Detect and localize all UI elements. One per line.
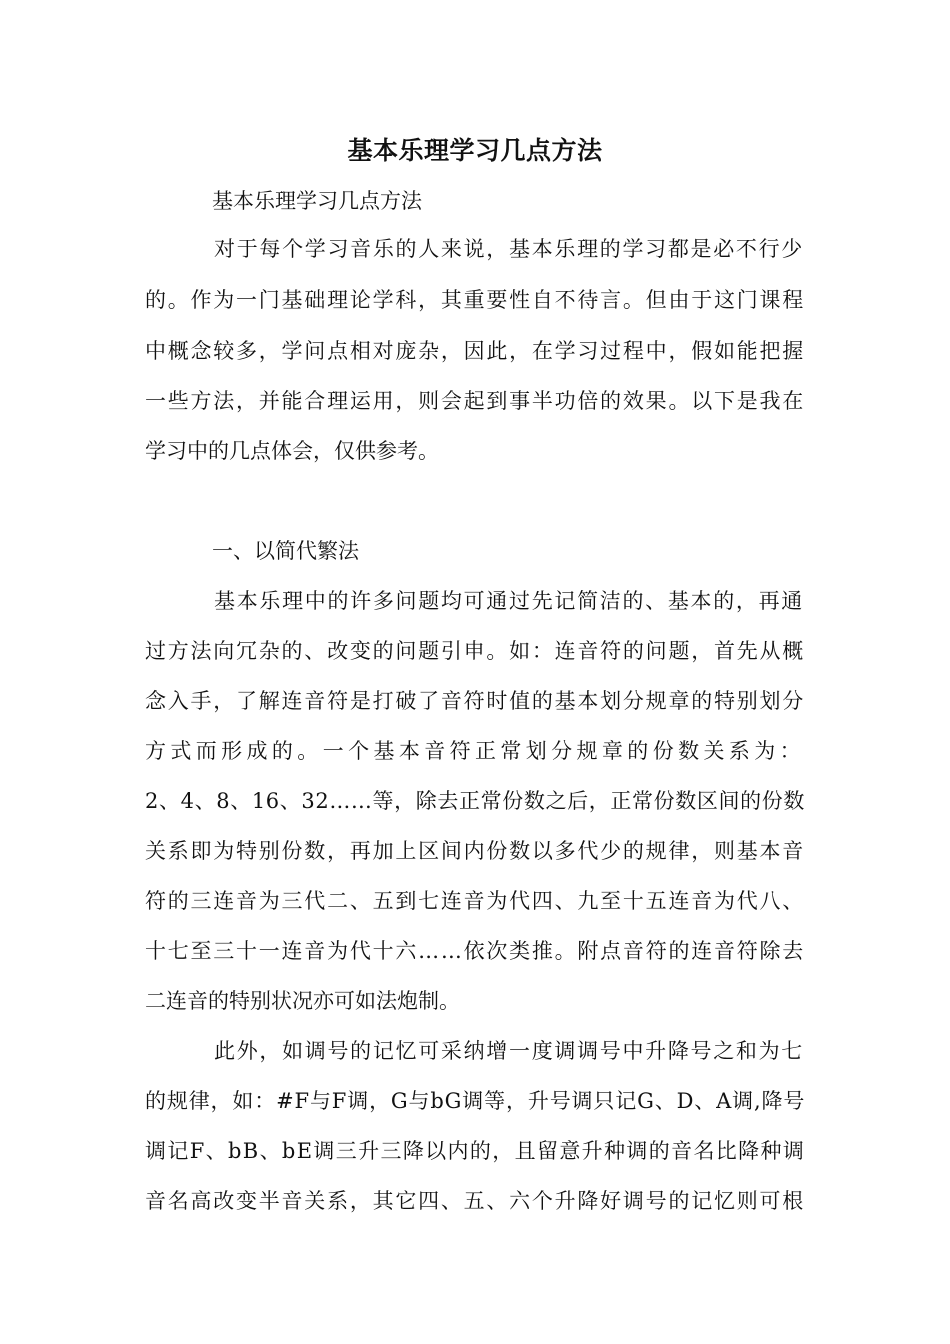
paragraph-line: 的规律，如：#F与F调，G与bG调等，升号调只记G、D、A调,降号: [145, 1089, 806, 1113]
paragraph-line: 二连音的特别状况亦可如法炮制。: [145, 989, 460, 1013]
paragraph-line: 关系即为特别份数，再加上区间内份数以多代少的规律，则基本音: [145, 839, 805, 863]
section-heading: 一、以简代繁法: [212, 539, 359, 563]
paragraph-line: 念入手，了解连音符是打破了音符时值的基本划分规章的特别划分: [145, 689, 805, 713]
paragraph-line: 基本乐理中的许多问题均可通过先记简洁的、基本的，再通: [214, 589, 804, 613]
paragraph-line: 此外，如调号的记忆可采纳增一度调调号中升降号之和为七: [214, 1039, 804, 1063]
paragraph-line: 中概念较多，学问点相对庞杂，因此，在学习过程中，假如能把握: [145, 339, 805, 363]
paragraph-line: 十七至三十一连音为代十六……依次类推。附点音符的连音符除去: [145, 939, 805, 963]
paragraph-line: 对于每个学习音乐的人来说，基本乐理的学习都是必不行少: [214, 237, 804, 261]
paragraph-line: 2、4、8、16、32……等，除去正常份数之后，正常份数区间的份数: [145, 789, 805, 813]
paragraph-line: 音名高改变半音关系，其它四、五、六个升降好调号的记忆则可根: [145, 1189, 805, 1213]
paragraph-line: 过方法向冗杂的、改变的问题引申。如：连音符的问题，首先从概: [145, 639, 805, 663]
paragraph-line: 符的三连音为三代二、五到七连音为代四、九至十五连音为代八、: [145, 889, 805, 913]
paragraph-line: 学习中的几点体会，仅供参考。: [145, 439, 439, 463]
paragraph-line: 一些方法，并能合理运用，则会起到事半功倍的效果。以下是我在: [145, 389, 805, 413]
document-subtitle: 基本乐理学习几点方法: [212, 189, 422, 213]
paragraph-line: 调记F、bB、bE调三升三降以内的，且留意升种调的音名比降种调: [145, 1139, 806, 1163]
paragraph-line: 的。作为一门基础理论学科，其重要性自不待言。但由于这门课程: [145, 288, 805, 312]
paragraph-line: 方式而形成的。一个基本音符正常划分规章的份数关系为：: [145, 739, 805, 763]
document-title: 基本乐理学习几点方法: [347, 136, 603, 165]
